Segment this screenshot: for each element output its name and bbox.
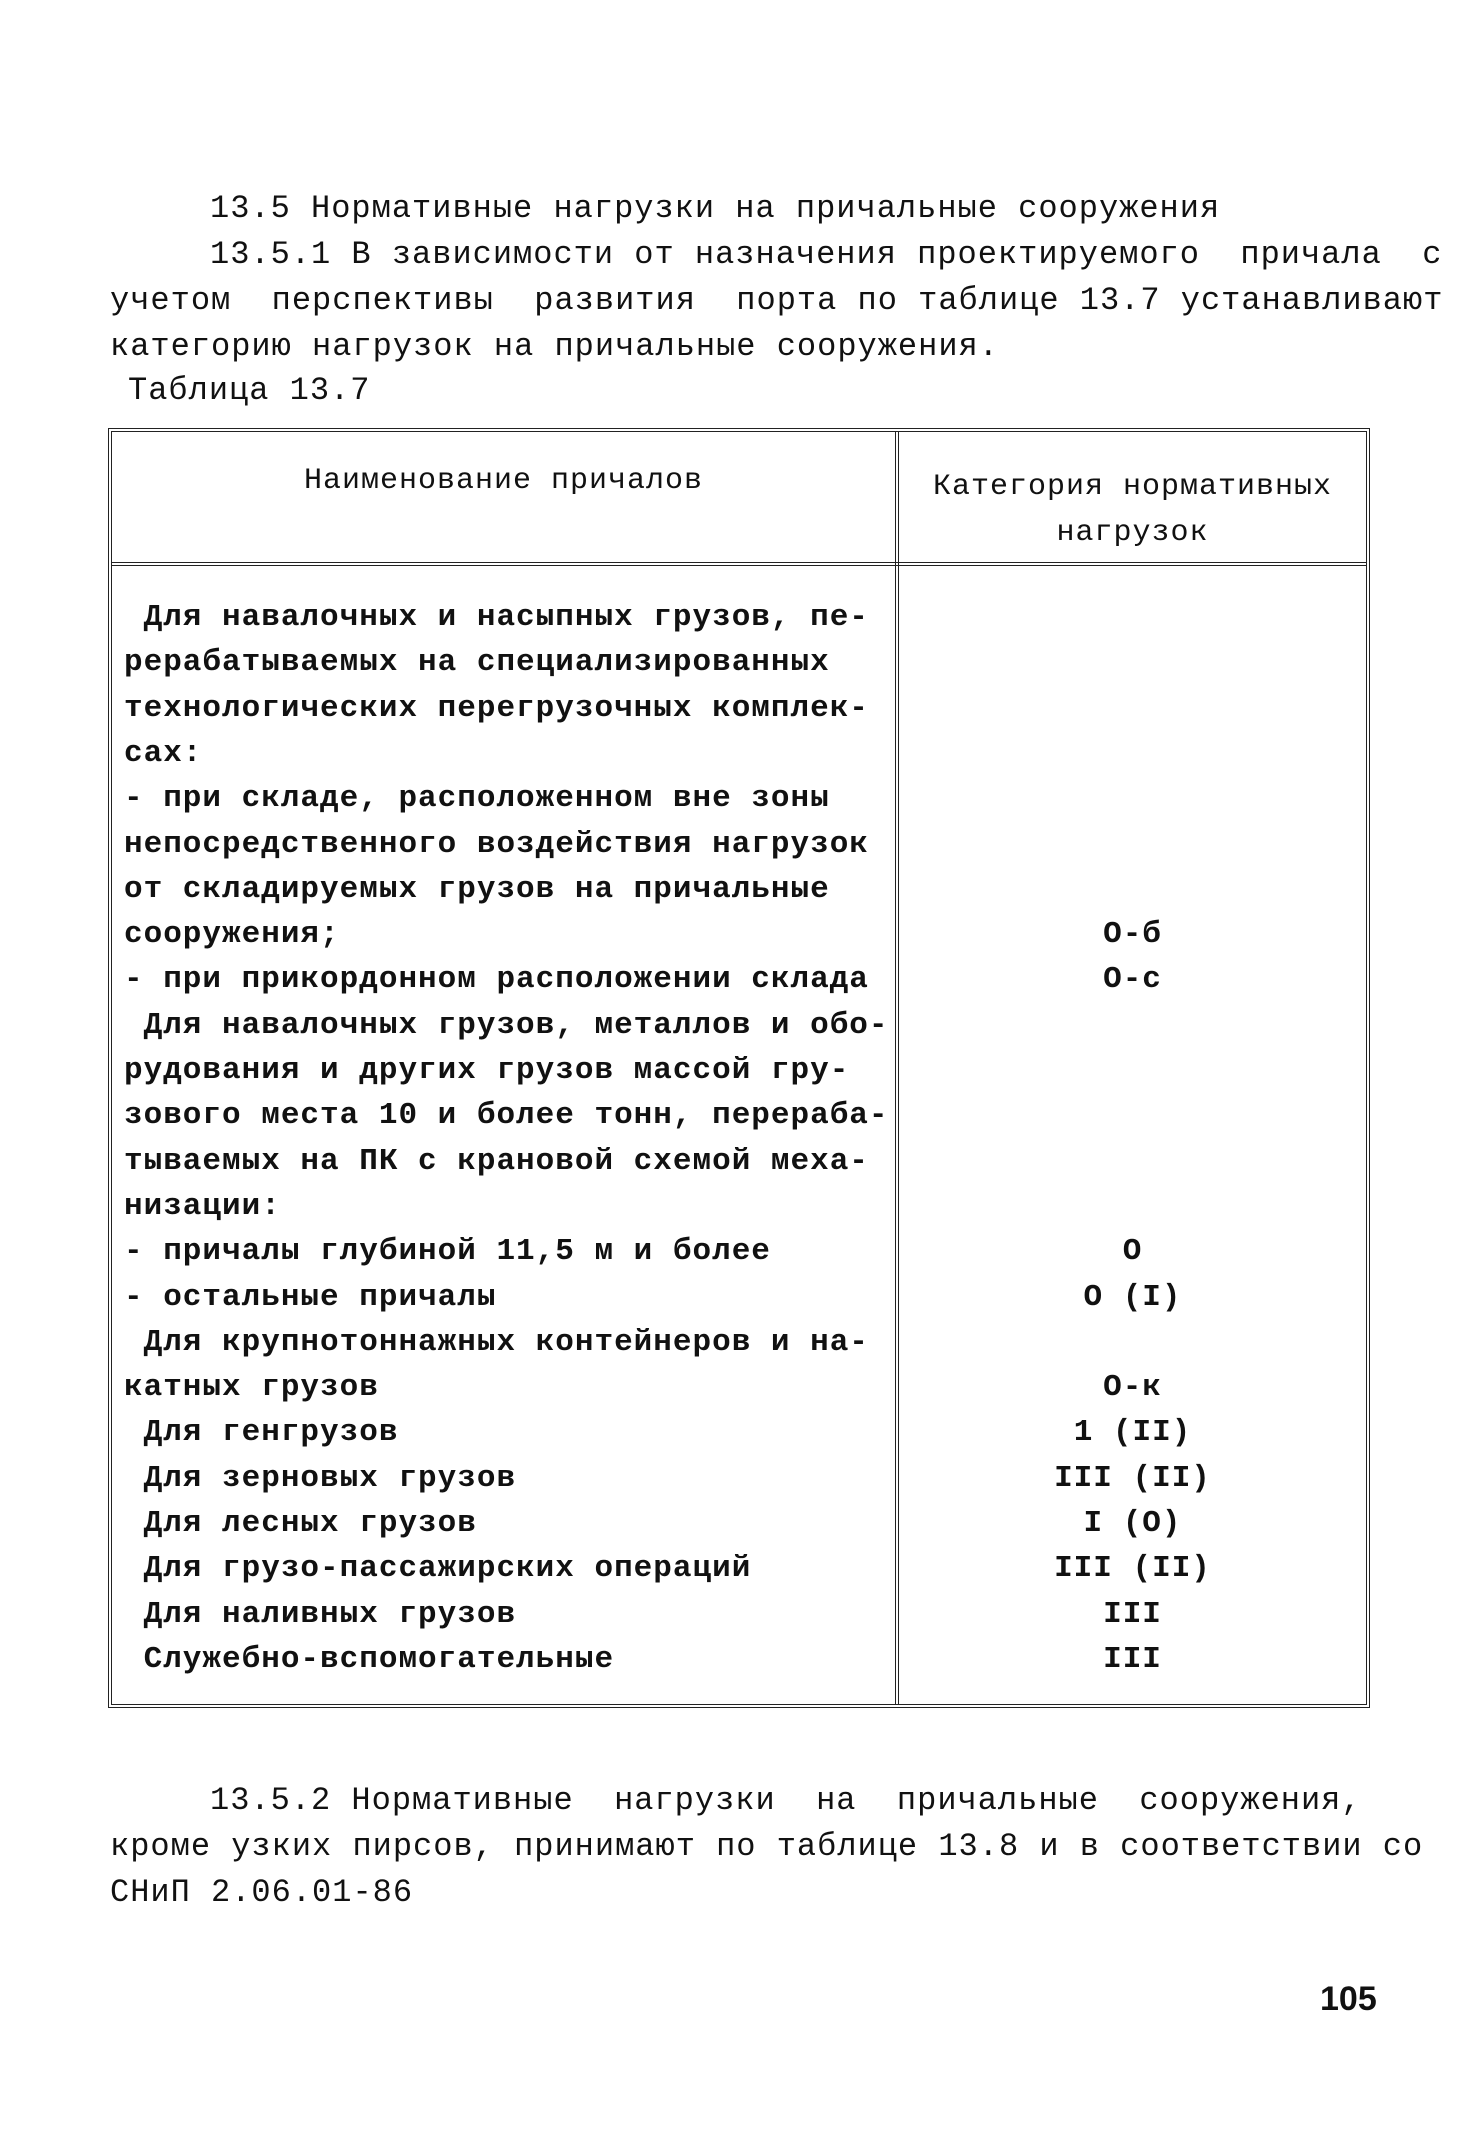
outro-line-2: кроме узких пирсов, принимают по таблице 13.8 и в соответствии со: [110, 1828, 1424, 1865]
table-row-label: технологических перегрузочных комплек-: [124, 691, 869, 726]
table-row-category: III: [1103, 1642, 1162, 1677]
section-heading: 13.5 Нормативные нагрузки на причальные сооружения: [210, 190, 1221, 227]
table-row-label: Для зерновых грузов: [124, 1461, 517, 1496]
table-row-category: 1 (II): [1073, 1415, 1192, 1450]
table-row-label: сах:: [124, 736, 203, 771]
table-row-label: Для лесных грузов: [124, 1506, 477, 1541]
table-row-category: О-с: [1103, 962, 1162, 997]
table-row-label: Для грузо-пассажирских операций: [124, 1551, 752, 1586]
table-caption: Таблица 13.7: [128, 372, 371, 409]
header-load-category-line-1: Категория нормативных: [932, 470, 1333, 504]
load-category-table: [108, 428, 1370, 1708]
table-row-label: сооружения;: [124, 917, 340, 952]
header-load-category: [899, 464, 1366, 556]
table-row-label: низации:: [124, 1189, 281, 1224]
header-berth-name: Наименование причалов: [303, 464, 704, 498]
table-row-label: непосредственного воздействия нагрузок: [124, 827, 869, 862]
outro-line-1: 13.5.2 Нормативные нагрузки на причальные сооружения,: [210, 1782, 1362, 1819]
table-row-label: Для крупнотоннажных контейнеров и на-: [124, 1325, 869, 1360]
header-load-category-line-2: нагрузок: [1056, 516, 1209, 550]
table-row-label: Для наливных грузов: [124, 1597, 517, 1632]
table-row-label: катных грузов: [124, 1370, 379, 1405]
intro-line-2: учетом перспективы развития порта по таблице 13.7 устанавливают: [110, 282, 1444, 319]
table-row-label: зового места 10 и более тонн, перераба-: [124, 1098, 889, 1133]
table-row-label: - при прикордонном расположении склада: [124, 962, 869, 997]
table-row-category: III (II): [1054, 1461, 1211, 1496]
page-number: 105: [1320, 1980, 1377, 2018]
intro-line-1: 13.5.1 В зависимости от назначения проектируемого причала с: [210, 236, 1443, 273]
table-row-label: Служебно-вспомогательные: [124, 1642, 615, 1677]
outro-line-3: СНиП 2.06.01-86: [110, 1874, 414, 1911]
table-row-category: О: [1122, 1234, 1143, 1269]
table-row-label: рерабатываемых на специализированных: [124, 645, 830, 680]
table-row-label: - при складе, расположенном вне зоны: [124, 781, 830, 816]
table-row-category: О-б: [1103, 917, 1162, 952]
table-row-category: О (I): [1083, 1280, 1182, 1315]
table-row-category: III: [1103, 1597, 1162, 1632]
table-row-label: тываемых на ПК с крановой схемой меха-: [124, 1144, 869, 1179]
header-divider: [112, 562, 1366, 566]
table-row-label: - остальные причалы: [124, 1280, 497, 1315]
table-row-category: III (II): [1054, 1551, 1211, 1586]
table-row-label: Для генгрузов: [124, 1415, 399, 1450]
table-row-label: Для навалочных грузов, металлов и обо-: [124, 1008, 889, 1043]
table-row-label: Для навалочных и насыпных грузов, пе-: [124, 600, 869, 635]
intro-line-3: категорию нагрузок на причальные сооружения.: [110, 328, 999, 365]
table-row-category: I (О): [1083, 1506, 1182, 1541]
table-row-label: рудования и других грузов массой гру-: [124, 1053, 850, 1088]
table-row-category: О-к: [1103, 1370, 1162, 1405]
table-row-label: от складируемых грузов на причальные: [124, 872, 830, 907]
table-row-label: - причалы глубиной 11,5 м и более: [124, 1234, 771, 1269]
